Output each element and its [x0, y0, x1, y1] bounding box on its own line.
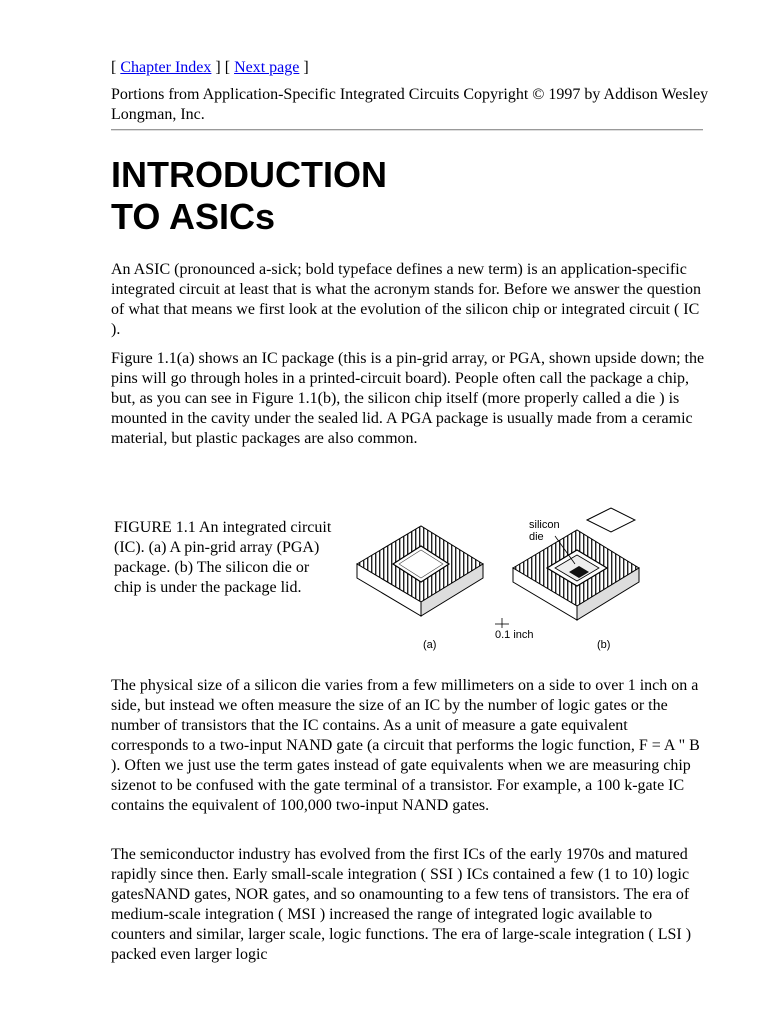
paragraph-3: The physical size of a silicon die varies from a few millimeters on a side to over 1 inch on a side, but instead we often measure the size of an IC by the number of logic gates or the number of transistors that the IC contains. As a unit of measure a gate equivalent corresponds to a two-input NAND gate (a circuit that performs the logic function, F = A " B ). Often we just use the term gates instead of gate equivalents when we are measuring chip sizenot to be confused with the gate terminal of a transistor. For example, a 100 k-gate IC contains the equivalent of 100,000 two-input NAND gates.: [111, 677, 700, 814]
paragraph-1: An ASIC (pronounced a-sick; bold typeface defines a new term) is an application-specific integrated circuit at least that is what the acronym stands for. Before we answer the question of what that means we first look at the evolution of the silicon chip or integrated circuit ( IC ).: [111, 261, 702, 338]
paragraph-4: The semiconductor industry has evolved from the first ICs of the early 1970s and matured rapidly since then. Early small-scale integration ( SSI ) ICs contained a few (1 to 10) logic gatesNAND gates, NOR gates, and so onamounting to a few tens of transistors. The era of medium-scale integration ( MSI ) increased the range of integrated logic available to counters and similar, larger scale, logic functions. The era of large-scale integration ( LSI ) packed even larger logic: [111, 846, 692, 963]
label-die: die: [529, 531, 544, 543]
paragraph-2: Figure 1.1(a) shows an IC package (this is a pin-grid array, or PGA, shown upside down; the pins will go through holes in a printed-circuit board). People often call the package a chip, but, as you can see in Figure 1.1(b), the silicon chip itself (more properly called a die ) is mounted in the cavity under the sealed lid. A PGA package is usually made from a ceramic material, but plastic packages are also common.: [111, 350, 705, 447]
package-a-drawing: [357, 526, 483, 616]
figure-pga-package: [343, 506, 673, 654]
chapter-index-link[interactable]: Chapter Index: [120, 59, 212, 76]
label-scale: 0.1 inch: [495, 629, 534, 641]
copyright-notice: Portions from Application-Specific Integrated Circuits Copyright © 1997 by Addison Wesley Longman, Inc.: [111, 86, 709, 123]
next-page-link[interactable]: Next page: [234, 59, 300, 76]
page-title: [111, 154, 387, 238]
figure-caption: FIGURE 1.1 An integrated circuit (IC). (a) A pin-grid array (PGA) package. (b) The silicon die or chip is under the package lid.: [114, 519, 332, 596]
pga-illustration: [343, 506, 673, 654]
horizontal-divider: [111, 129, 703, 131]
nav-bracket: [: [111, 59, 121, 76]
nav-bracket: ]: [299, 59, 309, 76]
title-line-2: TO ASICs: [111, 196, 276, 237]
label-a: (a): [423, 639, 437, 651]
nav-bar: [111, 58, 309, 78]
title-line-1: INTRODUCTION: [111, 154, 387, 195]
nav-bracket: ] [: [211, 59, 235, 76]
label-silicon: silicon: [529, 519, 560, 531]
label-b: (b): [597, 639, 611, 651]
